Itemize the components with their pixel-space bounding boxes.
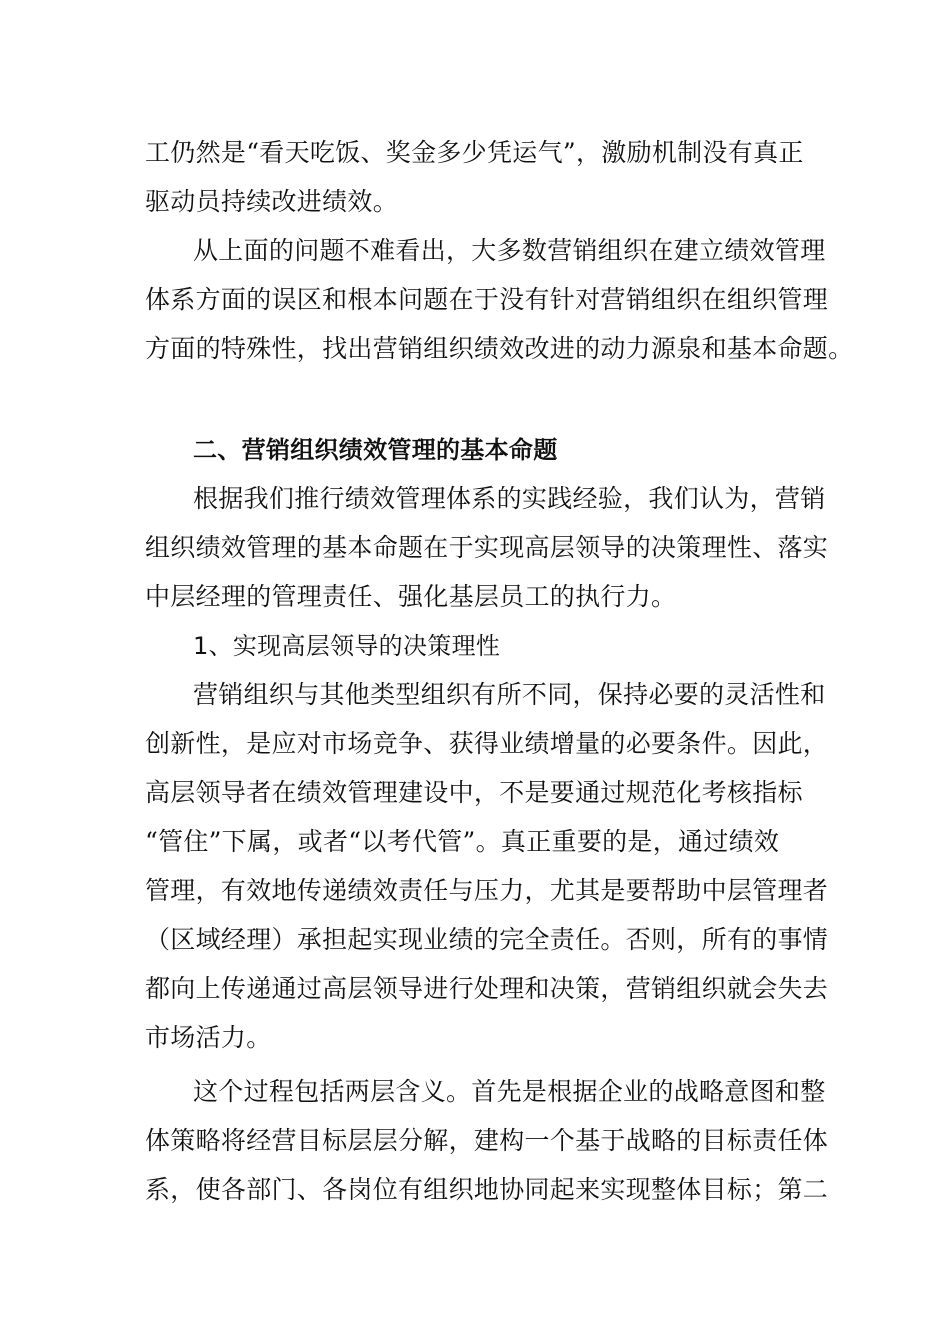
- body-text-line: 组织绩效管理的基本命题在于实现高层领导的决策理性、落实: [145, 533, 829, 562]
- body-text-line: 工仍然是“看天吃饭、奖金多少凭运气”，激励机制没有真正: [145, 138, 804, 167]
- body-text-line: “管住”下属，或者“以考代管”。真正重要的是，通过绩效: [145, 827, 780, 856]
- body-text-line: 方面的特殊性，找出营销组织绩效改进的动力源泉和基本命题。: [145, 334, 854, 363]
- body-text-line: （区域经理）承担起实现业绩的完全责任。否则，所有的事情: [145, 925, 829, 954]
- body-text-line: 市场活力。: [145, 1023, 272, 1052]
- paragraph-first-line: 营销组织与其他类型组织有所不同，保持必要的灵活性和: [193, 680, 826, 709]
- body-text-line: 体系方面的误区和根本问题在于没有针对营销组织在组织管理: [145, 285, 829, 314]
- subsection-heading: 1、实现高层领导的决策理性: [193, 632, 501, 660]
- section-heading: 二、营销组织绩效管理的基本命题: [193, 436, 558, 464]
- paragraph-first-line: 从上面的问题不难看出，大多数营销组织在建立绩效管理: [193, 236, 826, 265]
- body-text-line: 中层经理的管理责任、强化基层员工的执行力。: [145, 582, 677, 611]
- body-text-line: 管理，有效地传递绩效责任与压力，尤其是要帮助中层管理者: [145, 876, 829, 905]
- body-text-line: 驱动员持续改进绩效。: [145, 187, 399, 216]
- body-text-line: 创新性，是应对市场竞争、获得业绩增量的必要条件。因此，: [145, 729, 829, 758]
- paragraph-first-line: 这个过程包括两层含义。首先是根据企业的战略意图和整: [193, 1077, 826, 1106]
- body-text-line: 都向上传递通过高层领导进行处理和决策，营销组织就会失去: [145, 974, 829, 1003]
- body-text-line: 体策略将经营目标层层分解，建构一个基于战略的目标责任体: [145, 1126, 829, 1155]
- body-text-line: 系，使各部门、各岗位有组织地协同起来实现整体目标；第二: [145, 1175, 829, 1204]
- body-text-line: 高层领导者在绩效管理建设中，不是要通过规范化考核指标: [145, 778, 803, 807]
- paragraph-first-line: 根据我们推行绩效管理体系的实践经验，我们认为，营销: [193, 484, 826, 513]
